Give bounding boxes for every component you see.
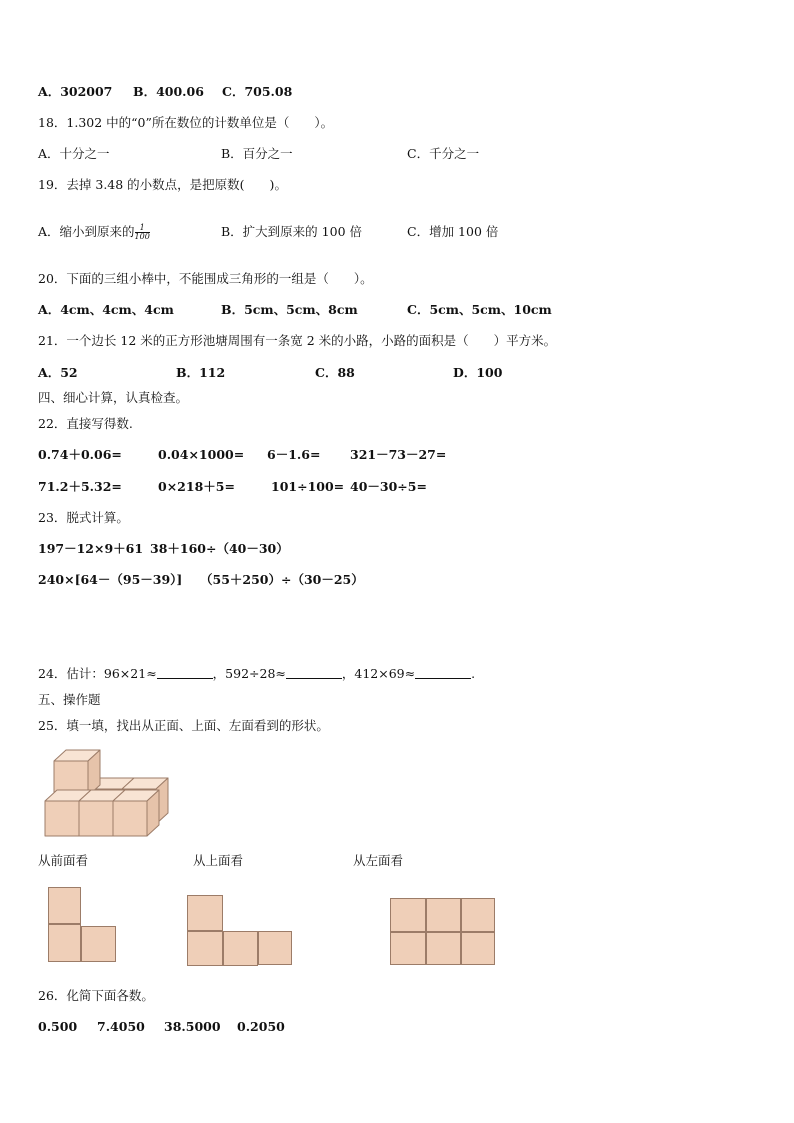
q18-option-a: A．十分之一 xyxy=(38,146,110,161)
label-top-view: 从上面看 xyxy=(193,853,244,868)
q18-question: 18．1.302 中的“0”所在数位的计数单位是（ ）。 xyxy=(38,115,334,130)
cube-front-face xyxy=(45,801,79,836)
q24-part-1: 24．估计：96×21≈ xyxy=(38,666,157,681)
q17-option-c: C．705.08 xyxy=(222,84,293,99)
q18-option-c: C．千分之一 xyxy=(407,146,480,161)
q21-option-c: C．88 xyxy=(315,365,355,380)
view-square xyxy=(426,932,461,965)
label-left-view: 从左面看 xyxy=(353,853,404,868)
q20-option-c: C．5cm、5cm、10cm xyxy=(407,302,552,317)
view-square xyxy=(390,898,426,932)
q22-expr: 0.04×1000= xyxy=(158,447,245,462)
q26-number: 7.4050 xyxy=(97,1019,145,1034)
q21-question: 21．一个边长 12 米的正方形池塘周围有一条宽 2 米的小路，小路的面积是（ ）平方米。 xyxy=(38,333,557,348)
section-4-heading: 四、细心计算，认真检查。 xyxy=(38,390,189,405)
q21-option-b: B．112 xyxy=(176,365,226,380)
q19-option-c: C．增加 100 倍 xyxy=(407,224,499,239)
fraction-numerator: 1 xyxy=(135,224,150,233)
q19-option-a-text: A．缩小到原来的 xyxy=(38,224,135,239)
view-square xyxy=(426,898,461,932)
q19-option-b: B．扩大到原来的 100 倍 xyxy=(221,224,362,239)
view-square xyxy=(48,924,81,962)
q23-expr: 38＋160÷（40－30） xyxy=(150,541,289,556)
q26-number: 38.5000 xyxy=(164,1019,221,1034)
view-square xyxy=(258,931,292,965)
cube-front-face xyxy=(113,801,147,836)
q23-expr: 197－12×9＋61 xyxy=(38,541,144,556)
q22-title: 22．直接写得数. xyxy=(38,416,133,431)
view-square xyxy=(390,932,426,965)
q22-expr: 0.74＋0.06= xyxy=(38,447,122,462)
q19-question: 19．去掉 3.48 的小数点，是把原数( )。 xyxy=(38,177,287,192)
q20-option-a: A．4cm、4cm、4cm xyxy=(38,302,174,317)
q17-option-a: A．302007 xyxy=(38,84,113,99)
q22-expr: 101÷100= xyxy=(271,479,345,494)
q22-expr: 321－73－27= xyxy=(350,447,447,462)
fraction-denominator: 100 xyxy=(134,232,150,241)
q24-part-4: . xyxy=(471,666,476,681)
q23-title: 23．脱式计算。 xyxy=(38,510,129,525)
q26-number: 0.500 xyxy=(38,1019,78,1034)
section-5-heading: 五、操作题 xyxy=(38,692,101,707)
label-front-view: 从前面看 xyxy=(38,853,89,868)
view-square xyxy=(187,895,223,931)
q22-expr: 40－30÷5= xyxy=(350,479,427,494)
view-square xyxy=(461,898,495,932)
view-square xyxy=(223,931,258,966)
q20-option-b: B．5cm、5cm、8cm xyxy=(221,302,358,317)
view-square xyxy=(81,926,116,962)
q18-option-b: B．百分之一 xyxy=(221,146,293,161)
q26-title: 26．化简下面各数。 xyxy=(38,988,154,1003)
q25-title: 25．填一填，找出从正面、上面、左面看到的形状。 xyxy=(38,718,329,733)
cube-stack xyxy=(45,750,168,836)
q22-expr: 0×218＋5= xyxy=(158,479,235,494)
q20-question: 20．下面的三组小棒中，不能围成三角形的一组是（ ）。 xyxy=(38,271,373,286)
q17-option-b: B．400.06 xyxy=(133,84,204,99)
q21-option-a: A．52 xyxy=(38,365,78,380)
cube-front-face xyxy=(79,801,113,836)
q26-number: 0.2050 xyxy=(237,1019,285,1034)
q23-expr: （55＋250）÷（30－25） xyxy=(200,572,364,587)
q22-expr: 71.2＋5.32= xyxy=(38,479,122,494)
view-square xyxy=(48,887,81,924)
q24-part-2: ，592÷28≈ xyxy=(212,666,286,681)
q24-part-3: ，412×69≈ xyxy=(341,666,416,681)
q21-option-d: D．100 xyxy=(453,365,503,380)
view-square xyxy=(461,932,495,965)
q23-expr: 240×[64－（95－39）] xyxy=(38,572,183,587)
view-square xyxy=(187,931,223,966)
q22-expr: 6－1.6= xyxy=(267,447,321,462)
